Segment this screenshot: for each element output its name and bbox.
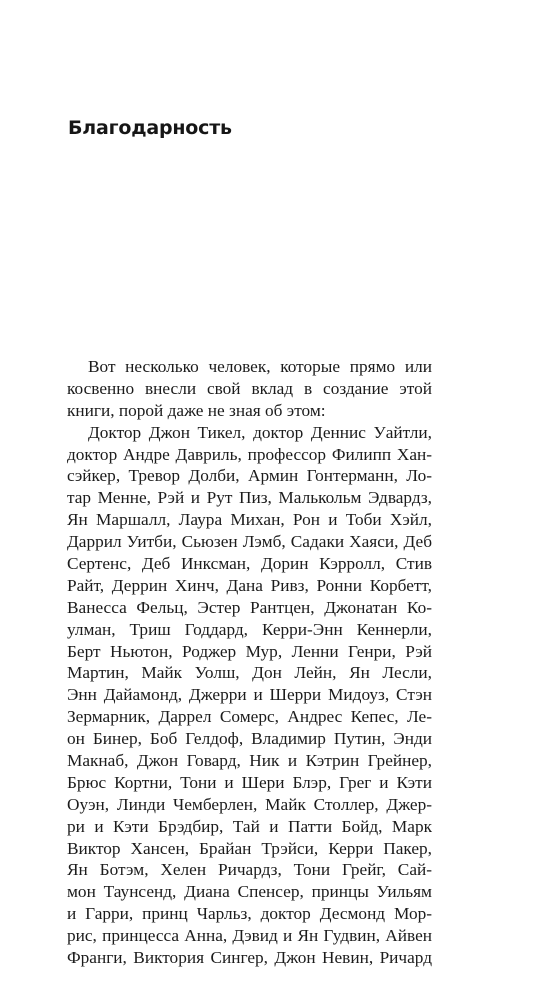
text-line: Вот несколько человек, которые прямо или — [88, 357, 432, 376]
text-line: Ян Маршалл, Лаура Михан, Рон и Тоби Хэйл, — [67, 510, 432, 530]
text-line: книги, порой даже не зная об этом: — [67, 400, 326, 420]
chapter-heading: Благодарность — [68, 117, 232, 139]
text-line: Сертенс, Деб Инксман, Дорин Кэрролл, Стив — [67, 554, 432, 574]
text-line: Даррил Уитби, Сьюзен Лэмб, Садаки Хаяси, Деб — [67, 532, 432, 552]
text-line: Оуэн, Линди Чемберлен, Майк Столлер, Джер- — [67, 794, 432, 814]
text-line: Берт Ньютон, Роджер Мур, Ленни Генри, Рэй — [67, 641, 432, 661]
text-line: Виктор Хансен, Брайан Трэйси, Керри Пакер, — [67, 838, 432, 858]
text-line: Ян Ботэм, Хелен Ричардз, Тони Грейг, Сай- — [67, 860, 432, 880]
text-line: мон Таунсенд, Диана Спенсер, принцы Уильям — [67, 882, 432, 902]
text-line: тар Менне, Рэй и Рут Пиз, Малькольм Эдвардз, — [67, 488, 432, 508]
text-line: Мартин, Майк Уолш, Дон Лейн, Ян Лесли, — [67, 663, 432, 683]
text-line: он Бинер, Боб Гелдоф, Владимир Путин, Энди — [67, 729, 432, 749]
text-line: ри и Кэти Брэдбир, Тай и Патти Бойд, Марк — [67, 816, 432, 836]
text-line: Брюс Кортни, Тони и Шери Блэр, Грег и Кэти — [67, 772, 432, 792]
acknowledgements-text — [67, 356, 432, 969]
text-line: улман, Триш Годдард, Керри-Энн Кеннерли, — [67, 619, 432, 639]
text-line: Энн Дайамонд, Джерри и Шерри Мидоуз, Стэн — [67, 685, 432, 705]
text-line: Зермарник, Даррел Сомерс, Андрес Кепес, Ле- — [67, 707, 432, 727]
text-line: сэйкер, Тревор Долби, Армин Гонтерманн, Ло- — [67, 466, 432, 486]
text-line: косвенно внесли свой вклад в создание этой — [67, 378, 432, 398]
text-line: Ванесса Фельц, Эстер Рантцен, Джонатан Ко- — [67, 597, 432, 617]
text-line: Доктор Джон Тикел, доктор Деннис Уайтли, — [88, 422, 432, 442]
text-line: рис, принцесса Анна, Дэвид и Ян Гудвин, Айвен — [67, 926, 432, 946]
text-line: Райт, Деррин Хинч, Дана Ривз, Ронни Корбетт, — [67, 575, 432, 595]
text-line: Макнаб, Джон Говард, Ник и Кэтрин Грейнер, — [67, 751, 432, 771]
text-line: и Гарри, принц Чарльз, доктор Десмонд Мор- — [67, 904, 432, 924]
text-line: доктор Андре Давриль, профессор Филипп Хан- — [67, 444, 432, 464]
text-line: Франги, Виктория Сингер, Джон Невин, Ричард — [67, 948, 432, 968]
